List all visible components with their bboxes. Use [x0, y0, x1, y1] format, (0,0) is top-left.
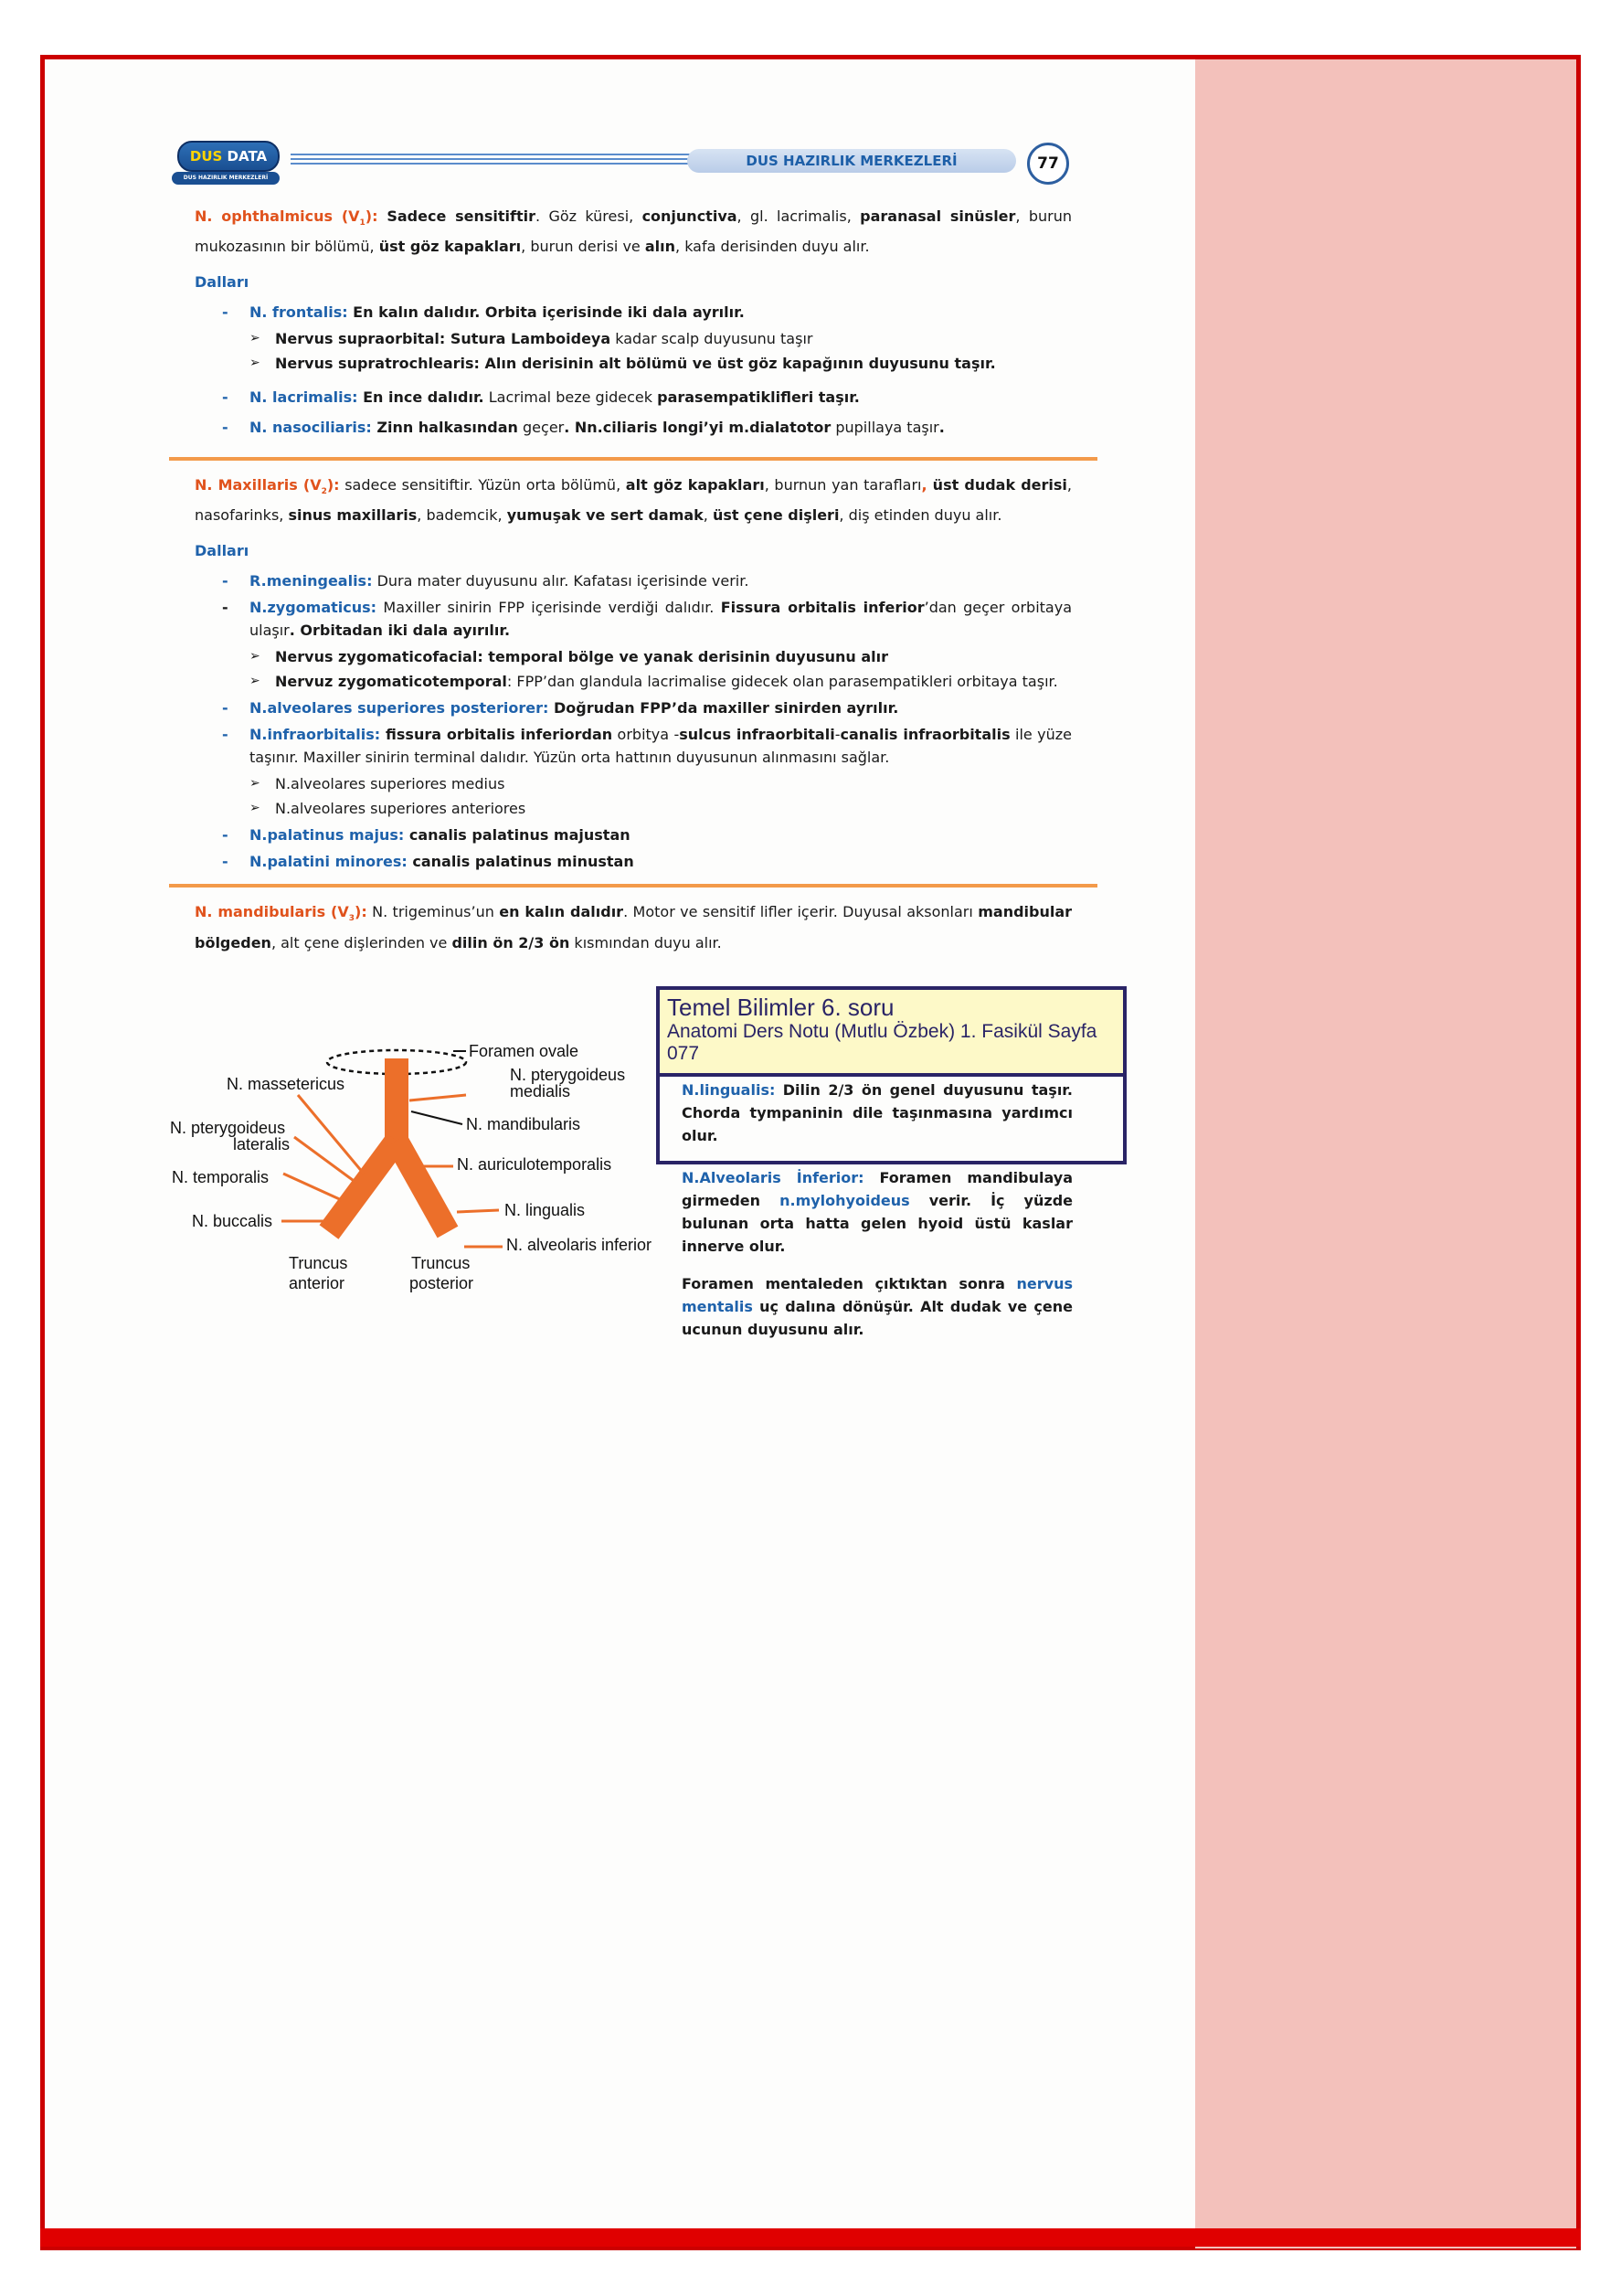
truncus-anterior-branch: [329, 1141, 397, 1232]
label-massetericus: N. massetericus: [227, 1075, 345, 1093]
sublist-item-alveolares-medius: ➢ N.alveolares superiores medius: [249, 775, 505, 793]
sublist-item-zygomaticofacial: ➢ Nervus zygomaticofacial: temporal bölge ve yanak derisinin duyusunu alır: [249, 648, 889, 666]
header-banner: DUS HAZIRLIK MERKEZLERİ: [687, 149, 1016, 173]
sublist-item-supratrochlearis: ➢ Nervus supratrochlearis: Alın derisinin alt bölümü ve üst göz kapağının duyusunu taşır.: [249, 355, 996, 373]
section-separator: [169, 884, 1097, 888]
mandibularis-intro: N. mandibularis $(V_3)$: N. trigeminus’un en kalın dalıdır. Motor ve sensitif lifler içerir. Duyusal aksonları mandibular bölgeden, alt çene dişlerinden ve dilin ön 2/3 ön kısmından duyu alır.: [195, 903, 1073, 951]
side-panel: [1195, 55, 1581, 2248]
truncus-posterior-branch: [397, 1141, 448, 1232]
question-box-header: [660, 990, 1123, 1077]
logo: [170, 139, 287, 188]
lingualis-line: [457, 1210, 499, 1212]
mandibular-nerve-diagram: [164, 1038, 676, 1313]
sublist-item-supraorbital: ➢ Nervus supraorbital: Sutura Lamboideya kadar scalp duyusunu taşır: [249, 330, 813, 348]
main-content: [195, 205, 1072, 954]
mentalis-note: Foramen mentaleden çıktıktan sonra nervus mentalis uç dalına dönüşür. Alt dudak ve çene ucunun duyusunu alır.: [682, 1275, 1073, 1338]
list-item-frontalis: - N. frontalis: En kalın dalıdır. Orbita içerisinde iki dala ayrılır.: [222, 303, 745, 322]
list-item-lacrimalis: - N. lacrimalis: En ince dalıdır. Lacrimal beze gidecek parasempatiklifleri taşır.: [222, 388, 860, 407]
label-pterygoideus-medialis-1: N. pterygoideus: [510, 1066, 626, 1084]
sublist-item-alveolares-anteriores: ➢ N.alveolares superiores anteriores: [249, 800, 526, 818]
alveolaris-inferior-note: N.Alveolaris İnferior: Foramen mandibulaya girmeden n.mylohyoideus verir. İç yüzde bulunan orta hatta gelen hyoid üstü kaslar innerve olur.: [682, 1169, 1074, 1255]
label-pterygoideus-lateralis-2: lateralis: [233, 1135, 291, 1153]
label-pterygoideus-lateralis-1: N. pterygoideus: [170, 1119, 286, 1137]
label-truncus-anterior-2: anterior: [289, 1274, 345, 1292]
dallari-heading: Dalları: [195, 273, 249, 292]
list-item-palatinus-majus: - N.palatinus majus: canalis palatinus majustan: [222, 826, 630, 845]
mandibularis-pointer: [411, 1111, 462, 1124]
label-truncus-posterior-1: Truncus: [411, 1254, 471, 1272]
list-item-infraorbitalis: - N.infraorbitalis: fissura orbitalis inferiordan orbitya -sulcus infraorbitali-canalis infraorbitalis ile yüze taşınır. Maxiller sinirin terminal dalıdır. Yüzün orta hattının duyusunun alınmasını sağlar.: [222, 726, 1073, 767]
header-lines: [291, 154, 693, 170]
logo-subtitle: DUS HAZIRLIK MERKEZLERİ: [172, 172, 280, 185]
pterygoideus-lateralis-line: [294, 1137, 356, 1183]
massetericus-line: [298, 1095, 364, 1174]
label-foramen-ovale: Foramen ovale: [469, 1042, 579, 1060]
label-temporalis: N. temporalis: [172, 1168, 270, 1186]
label-auriculotemporalis: N. auriculotemporalis: [457, 1155, 612, 1174]
logo-main: DUS DATA: [177, 141, 280, 172]
list-item-meningealis: - R.meningealis: Dura mater duyusunu alır. Kafatası içerisinde verir.: [222, 572, 749, 590]
label-lingualis: N. lingualis: [504, 1201, 586, 1219]
label-buccalis: N. buccalis: [192, 1212, 273, 1230]
label-truncus-posterior-2: posterior: [409, 1274, 474, 1292]
dallari-heading: Dalları: [195, 542, 249, 560]
bottom-bar: [40, 2228, 1581, 2247]
section-separator: [169, 457, 1097, 461]
page-number: 77: [1027, 143, 1069, 185]
list-item-zygomaticus: - N.zygomaticus: Maxiller sinirin FPP içerisinde verdiği dalıdır. Fissura orbitalis inferior’dan geçer orbitaya ulaşır. Orbitadan iki dala ayırılır.: [222, 599, 1072, 640]
label-alveolaris-inferior: N. alveolaris inferior: [506, 1236, 652, 1254]
pterygoideus-medialis-line: [409, 1095, 466, 1100]
label-mandibularis: N. mandibularis: [466, 1115, 581, 1133]
label-pterygoideus-medialis-2: medialis: [510, 1082, 571, 1100]
ophthalmicus-intro: N. ophthalmicus $(V_1)$: Sadece sensitiftir. Göz küresi, conjunctiva, gl. lacrimalis, paranasal sinüsler, burun mukozasının bir bölümü, üst göz kapakları, burun derisi ve alın, kafa derisinden duyu alır.: [195, 207, 1073, 256]
lingualis-note: N.lingualis: Dilin 2/3 ön genel duyusunu taşır. Chorda tympaninin dile taşınmasına yardımcı olur.: [682, 1081, 1073, 1144]
list-item-nasociliaris: - N. nasociliaris: Zinn halkasından geçer. Nn.ciliaris longi’yi m.dialatotor pupillaya taşır.: [222, 419, 945, 437]
sublist-item-zygomaticotemporal: ➢ Nervuz zygomaticotemporal: FPP’dan glandula lacrimalise gidecek olan parasempatikleri orbitaya taşır.: [249, 673, 1058, 691]
temporalis-line: [283, 1174, 344, 1201]
label-truncus-anterior-1: Truncus: [289, 1254, 348, 1272]
question-title: Temel Bilimler 6. soru: [667, 994, 895, 1021]
maxillaris-intro: N. Maxillaris $(V_2)$: sadece sensitiftir. Yüzün orta bölümü, alt göz kapakları, burnun yan tarafları, üst dudak derisi, nasofarinks, sinus maxillaris, bademcik, yumuşak ve sert damak, üst çene dişleri, diş etinden duyu alır.: [195, 476, 1072, 525]
list-item-alveolares-posteriorer: - N.alveolares superiores posteriorer: Doğrudan FPP’da maxiller sinirden ayrılır.: [222, 699, 899, 718]
question-source: Anatomi Ders Notu (Mutlu Özbek) 1. Fasikül Sayfa 077: [667, 1021, 1097, 1064]
list-item-palatini-minores: - N.palatini minores: canalis palatinus minustan: [222, 853, 634, 871]
